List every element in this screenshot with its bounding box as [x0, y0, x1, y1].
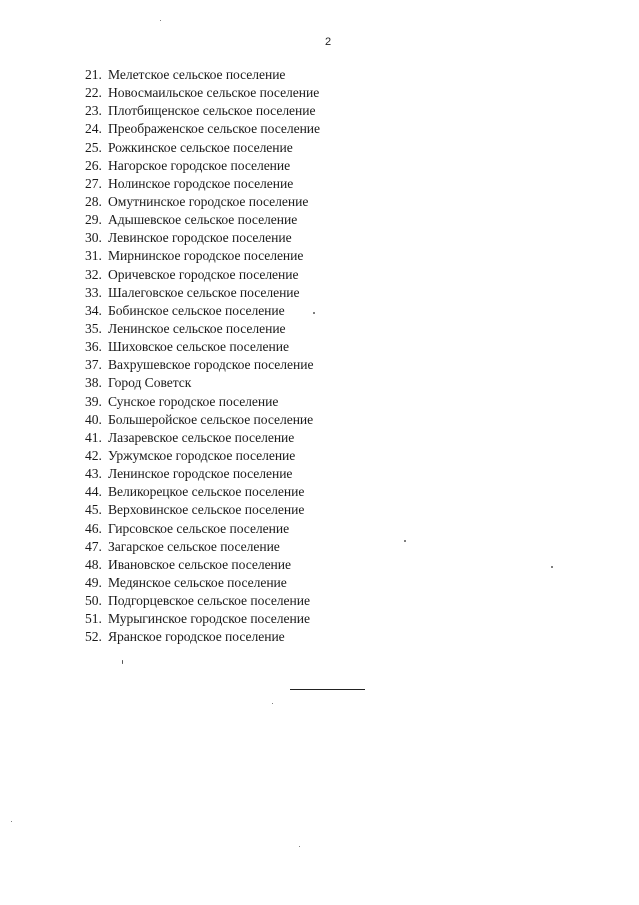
list-item: [85, 284, 320, 302]
list-item-number: 22.: [85, 85, 102, 101]
list-item-name: Шиховское сельское поселение: [108, 339, 289, 355]
list-item-number: 41.: [85, 429, 102, 445]
list-item: [85, 102, 320, 120]
list-item-name: Верховинское сельское поселение: [108, 502, 305, 518]
list-item-name: Ивановское сельское поселение: [108, 556, 291, 572]
list-item-number: 37.: [85, 357, 102, 373]
scan-speck: [299, 846, 300, 847]
list-item-name: Яранское городское поселение: [108, 629, 285, 645]
list-item-name: Левинское городское поселение: [108, 230, 292, 246]
scan-speck: [160, 20, 161, 21]
closing-rule: [290, 689, 365, 690]
list-item-name: Новосмаильское сельское поселение: [108, 85, 320, 101]
list-item-name: Мелетское сельское поселение: [108, 67, 286, 82]
list-item-number: 23.: [85, 103, 102, 119]
list-item-number: 40.: [85, 411, 102, 427]
list-item-name: Шалеговское сельское поселение: [108, 284, 300, 300]
list-item: [85, 320, 320, 338]
list-item-number: 39.: [85, 393, 102, 409]
list-item-number: 45.: [85, 502, 102, 518]
scan-speck: [122, 660, 123, 664]
list-item: [85, 374, 320, 392]
list-item-name: Город Советск: [108, 375, 192, 391]
list-item-number: 43.: [85, 466, 102, 482]
list-item: [85, 229, 320, 247]
list-item: [85, 84, 320, 102]
scan-speck: [313, 312, 315, 314]
list-item: [85, 157, 320, 175]
list-item-name: Подгорцевское сельское поселение: [108, 593, 310, 609]
list-item-number: 21.: [85, 67, 102, 82]
list-item-number: 33.: [85, 284, 102, 300]
list-item-name: Плотбищенское сельское поселение: [108, 103, 316, 119]
list-item-name: Большеройское сельское поселение: [108, 411, 314, 427]
list-item-number: 51.: [85, 611, 102, 627]
list-item-name: Гирсовское сельское поселение: [108, 520, 290, 536]
list-item: [85, 66, 320, 84]
list-item: [85, 356, 320, 374]
scan-speck: [272, 703, 273, 704]
list-item-number: 31.: [85, 248, 102, 264]
list-item-name: Рожкинское сельское поселение: [108, 139, 293, 155]
list-item: [85, 610, 320, 628]
list-item-number: 35.: [85, 320, 102, 336]
list-item-number: 27.: [85, 175, 102, 191]
list-item-number: 44.: [85, 484, 102, 500]
list-item-name: Ленинское городское поселение: [108, 466, 293, 482]
list-item: [85, 465, 320, 483]
list-item-name: Лазаревское сельское поселение: [108, 429, 295, 445]
list-item-number: 34.: [85, 302, 102, 318]
list-item: [85, 483, 320, 501]
list-item-number: 36.: [85, 339, 102, 355]
list-item-name: Ленинское сельское поселение: [108, 320, 286, 336]
list-item-name: Вахрушевское городское поселение: [108, 357, 314, 373]
list-item: [85, 429, 320, 447]
list-item-number: 24.: [85, 121, 102, 137]
list-item: [85, 175, 320, 193]
list-item: [85, 139, 320, 157]
list-item-name: Оричевское городское поселение: [108, 266, 299, 282]
list-item-number: 48.: [85, 556, 102, 572]
list-item: [85, 574, 320, 592]
list-item-number: 25.: [85, 139, 102, 155]
list-item: [85, 193, 320, 211]
list-item-number: 26.: [85, 157, 102, 173]
list-item-name: Бобинское сельское поселение: [108, 302, 285, 318]
list-item-number: 32.: [85, 266, 102, 282]
list-item-name: Великорецкое сельское поселение: [108, 484, 305, 500]
list-item-name: Омутнинское городское поселение: [108, 193, 309, 209]
list-item-number: 50.: [85, 593, 102, 609]
list-item: [85, 538, 320, 556]
list-item-number: 49.: [85, 574, 102, 590]
list-item-number: 28.: [85, 193, 102, 209]
list-item-name: Сунское городское поселение: [108, 393, 279, 409]
scan-speck: [551, 566, 553, 568]
list-item-name: Уржумское городское поселение: [108, 447, 296, 463]
list-item-name: Нолинское городское поселение: [108, 175, 294, 191]
list-item: [85, 501, 320, 519]
settlement-list: [85, 66, 320, 647]
list-item-name: Медянское сельское поселение: [108, 574, 287, 590]
scan-speck: [11, 821, 12, 822]
list-item: [85, 411, 320, 429]
list-item-name: Нагорское городское поселение: [108, 157, 291, 173]
list-item: [85, 266, 320, 284]
list-item: [85, 447, 320, 465]
list-item: [85, 338, 320, 356]
page-number: 2: [324, 36, 332, 48]
list-item-number: 38.: [85, 375, 102, 391]
list-item-number: 42.: [85, 447, 102, 463]
list-item-number: 52.: [85, 629, 102, 645]
list-item: [85, 520, 320, 538]
list-item: [85, 247, 320, 265]
list-item: [85, 393, 320, 411]
list-item-number: 30.: [85, 230, 102, 246]
list-item-name: Адышевское сельское поселение: [108, 212, 298, 228]
list-item-name: Мурыгинское городское поселение: [108, 611, 310, 627]
list-item: [85, 556, 320, 574]
list-item-name: Мирнинское городское поселение: [108, 248, 304, 264]
list-item-number: 47.: [85, 538, 102, 554]
list-item: [85, 592, 320, 610]
list-item: [85, 302, 320, 320]
list-item-number: 29.: [85, 212, 102, 228]
list-item: [85, 628, 320, 646]
scan-speck: [404, 540, 406, 542]
list-item-number: 46.: [85, 520, 102, 536]
list-item-name: Загарское сельское поселение: [108, 538, 280, 554]
list-item-name: Преображенское сельское поселение: [108, 121, 321, 137]
list-item: [85, 211, 320, 229]
list-item: [85, 120, 320, 138]
